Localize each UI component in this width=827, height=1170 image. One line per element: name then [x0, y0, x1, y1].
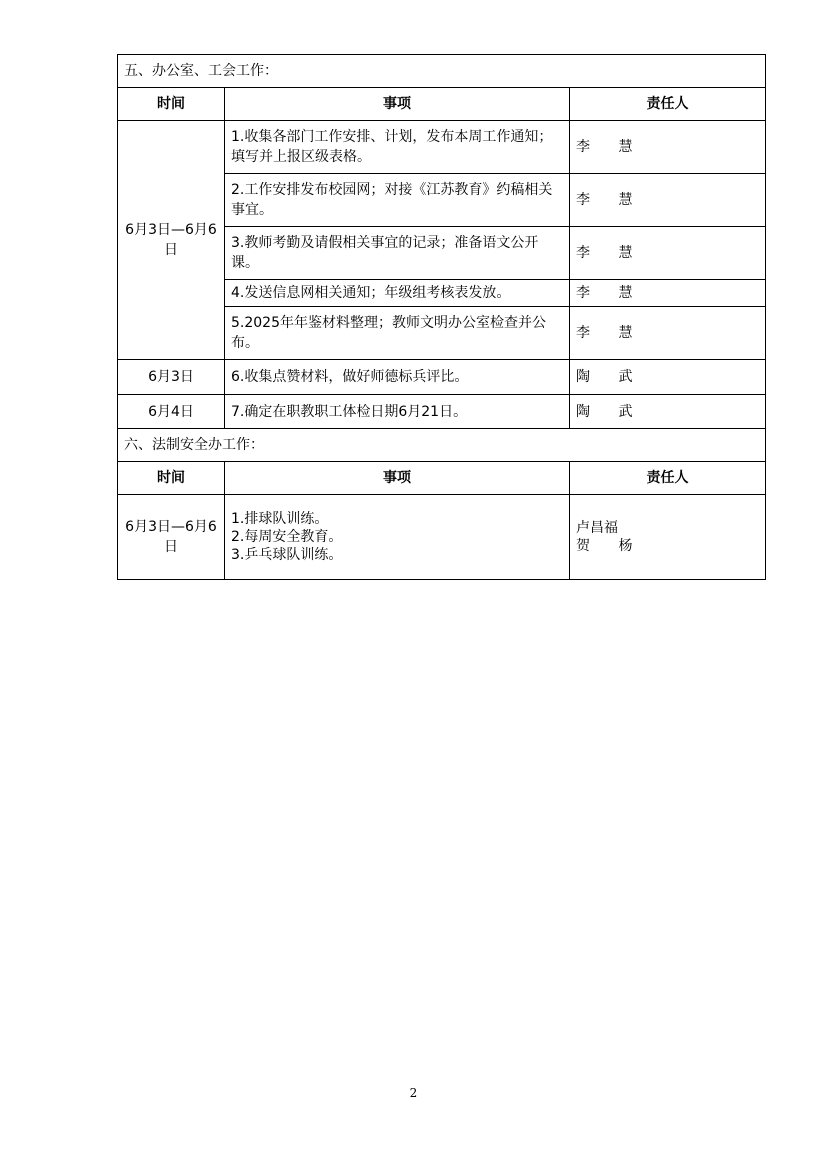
page-number: 2	[409, 1086, 418, 1100]
header-person: 责任人	[570, 462, 766, 495]
task-item: 1.排球队训练。	[231, 511, 329, 527]
person-cell: 李 慧	[570, 280, 766, 307]
section-title: 六、法制安全办工作：	[118, 429, 766, 462]
header-row	[118, 462, 766, 495]
person-name: 卢昌福	[576, 520, 618, 536]
section-title: 五、办公室、工会工作：	[118, 55, 766, 88]
task-cell: 3.教师考勤及请假相关事宜的记录；准备语文公开课。	[225, 227, 570, 280]
person-cell: 李 慧	[570, 307, 766, 360]
task-cell: 5.2025年年鉴材料整理；教师文明办公室检查并公布。	[225, 307, 570, 360]
header-person: 责任人	[570, 88, 766, 121]
header-time: 时间	[118, 88, 225, 121]
person-cell: 李 慧	[570, 227, 766, 280]
header-time: 时间	[118, 462, 225, 495]
task-item: 2.每周安全教育。	[231, 529, 343, 545]
person-name: 贺 杨	[576, 538, 645, 554]
person-cell: 陶 武	[570, 360, 766, 395]
person-list	[570, 495, 766, 580]
table-row	[118, 395, 766, 429]
time-cell: 6月3日—6月6日	[118, 121, 225, 360]
task-cell: 2.工作安排发布校园网；对接《江苏教育》约稿相关事宜。	[225, 174, 570, 227]
time-cell: 6月3日	[118, 360, 225, 395]
task-list	[225, 495, 570, 580]
section-title-row	[118, 55, 766, 88]
table-row	[118, 360, 766, 395]
time-cell: 6月4日	[118, 395, 225, 429]
header-task: 事项	[225, 88, 570, 121]
person-cell: 李 慧	[570, 121, 766, 174]
time-cell: 6月3日—6月6日	[118, 495, 225, 580]
task-cell: 1.收集各部门工作安排、计划，发布本周工作通知；填写并上报区级表格。	[225, 121, 570, 174]
table-row	[118, 495, 766, 580]
table-row	[118, 121, 766, 174]
header-row	[118, 88, 766, 121]
task-cell: 7.确定在职教职工体检日期6月21日。	[225, 395, 570, 429]
work-schedule-table	[117, 54, 766, 580]
section-title-row	[118, 429, 766, 462]
person-cell: 李 慧	[570, 174, 766, 227]
task-cell: 4.发送信息网相关通知；年级组考核表发放。	[225, 280, 570, 307]
header-task: 事项	[225, 462, 570, 495]
task-item: 3.乒乓球队训练。	[231, 547, 343, 563]
task-cell: 6.收集点赞材料，做好师德标兵评比。	[225, 360, 570, 395]
person-cell: 陶 武	[570, 395, 766, 429]
